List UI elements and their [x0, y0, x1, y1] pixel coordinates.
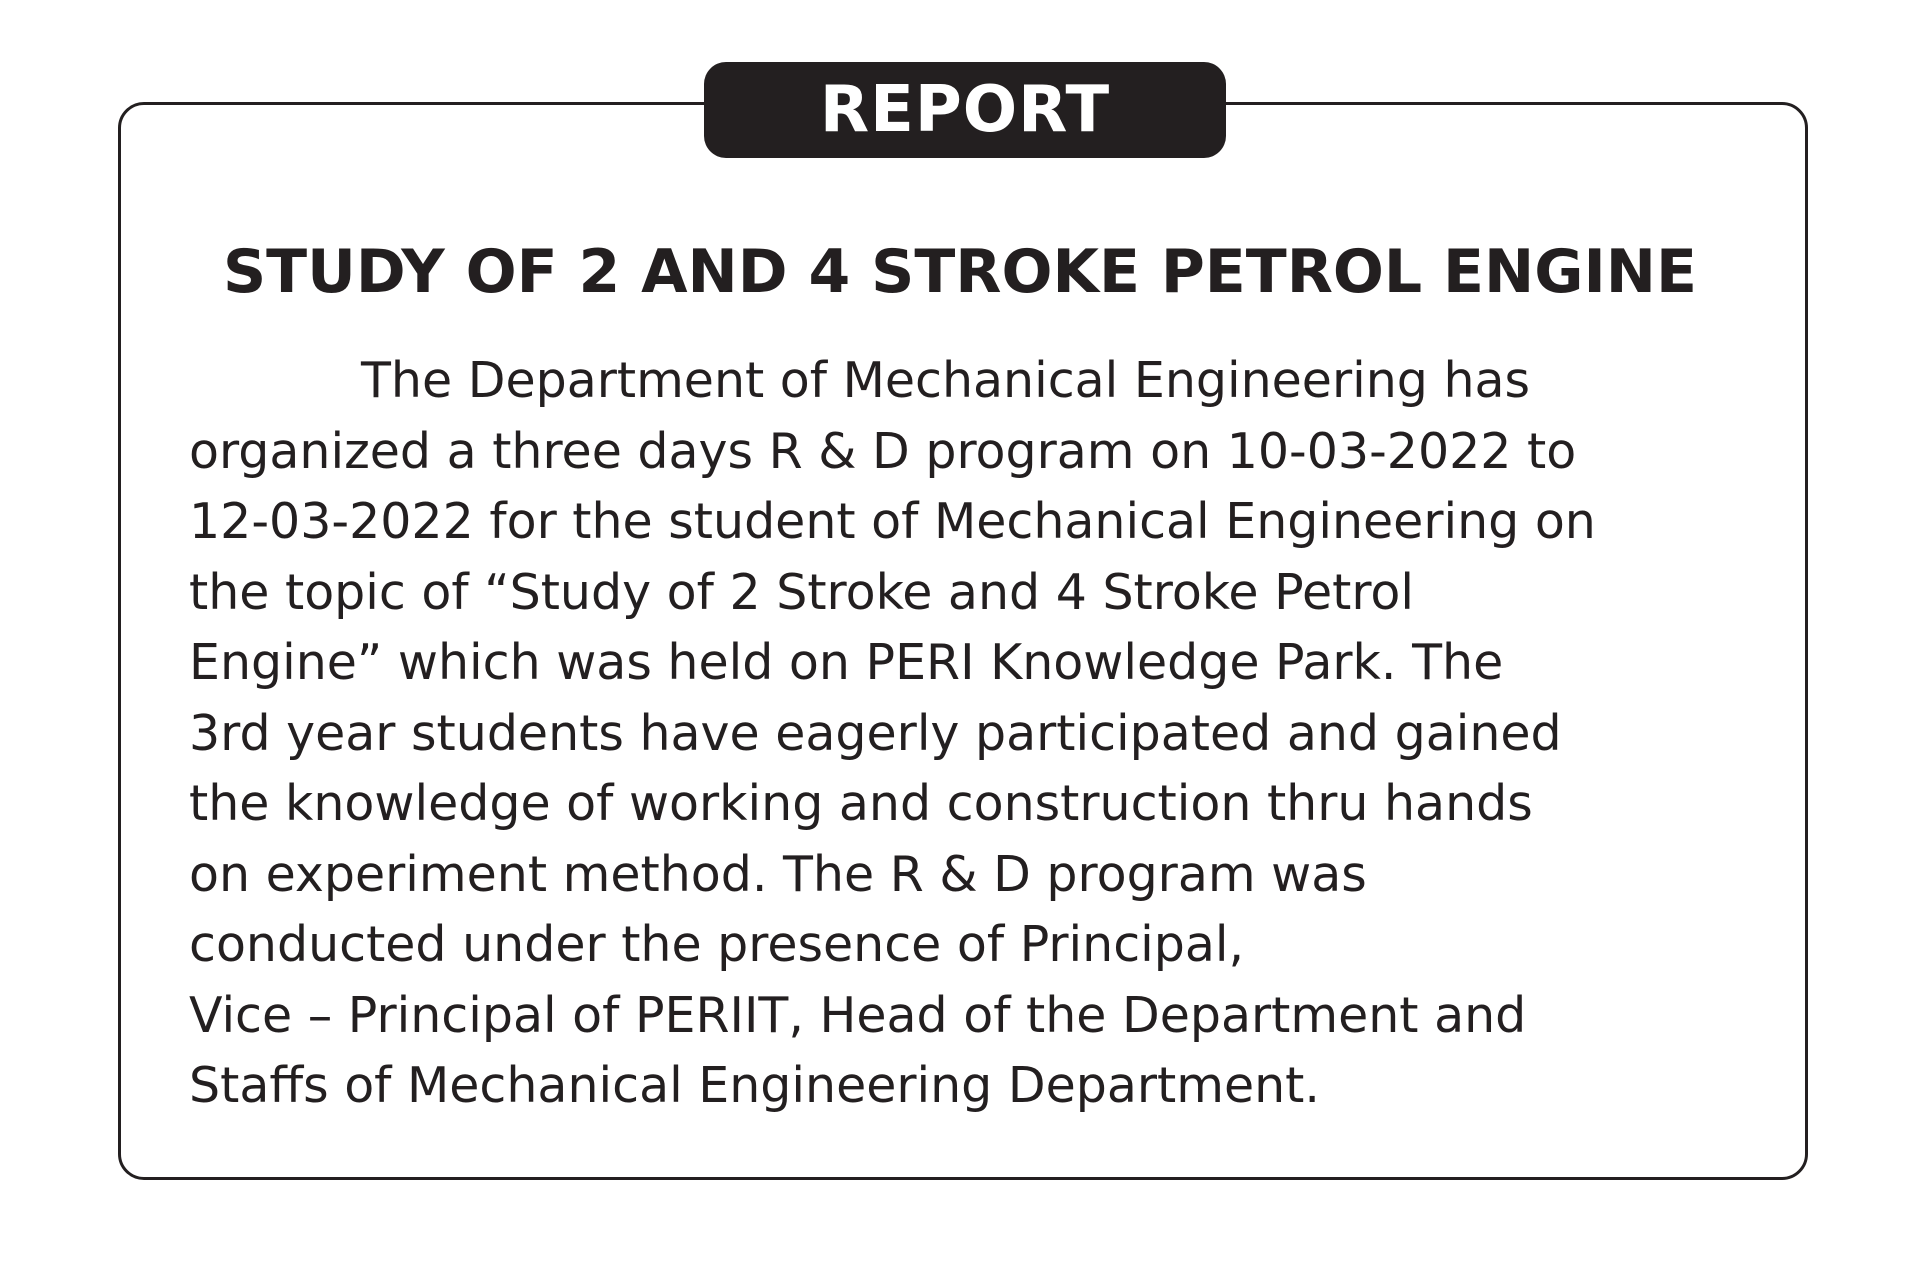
report-body-line: on experiment method. The R & D program was: [189, 845, 1367, 903]
report-body: [189, 346, 1749, 1122]
report-heading: STUDY OF 2 AND 4 STROKE PETROL ENGINE: [222, 237, 1698, 307]
report-body-line: 12-03-2022 for the student of Mechanical Engineering on: [189, 493, 1596, 550]
report-body-line: Engine” which was held on PERI Knowledge Park. The: [189, 634, 1504, 691]
report-body-line: conducted under the presence of Principal,: [189, 916, 1245, 973]
report-body-line: organized a three days R & D program on 10-03-2022 to: [189, 422, 1577, 480]
report-body-line: 3rd year students have eagerly participated and gained: [189, 704, 1562, 762]
report-tab-label: REPORT: [819, 73, 1111, 147]
report-body-line: the topic of “Study of 2 Stroke and 4 Stroke Petrol: [189, 563, 1414, 621]
report-body-line: Vice – Principal of PERIIT, Head of the Department and: [189, 986, 1527, 1044]
report-body-line: the knowledge of working and construction thru hands: [189, 775, 1533, 832]
report-tab: [704, 62, 1226, 158]
report-body-line: The Department of Mechanical Engineering has: [361, 352, 1531, 409]
report-body-line: Staffs of Mechanical Engineering Department.: [189, 1057, 1320, 1114]
